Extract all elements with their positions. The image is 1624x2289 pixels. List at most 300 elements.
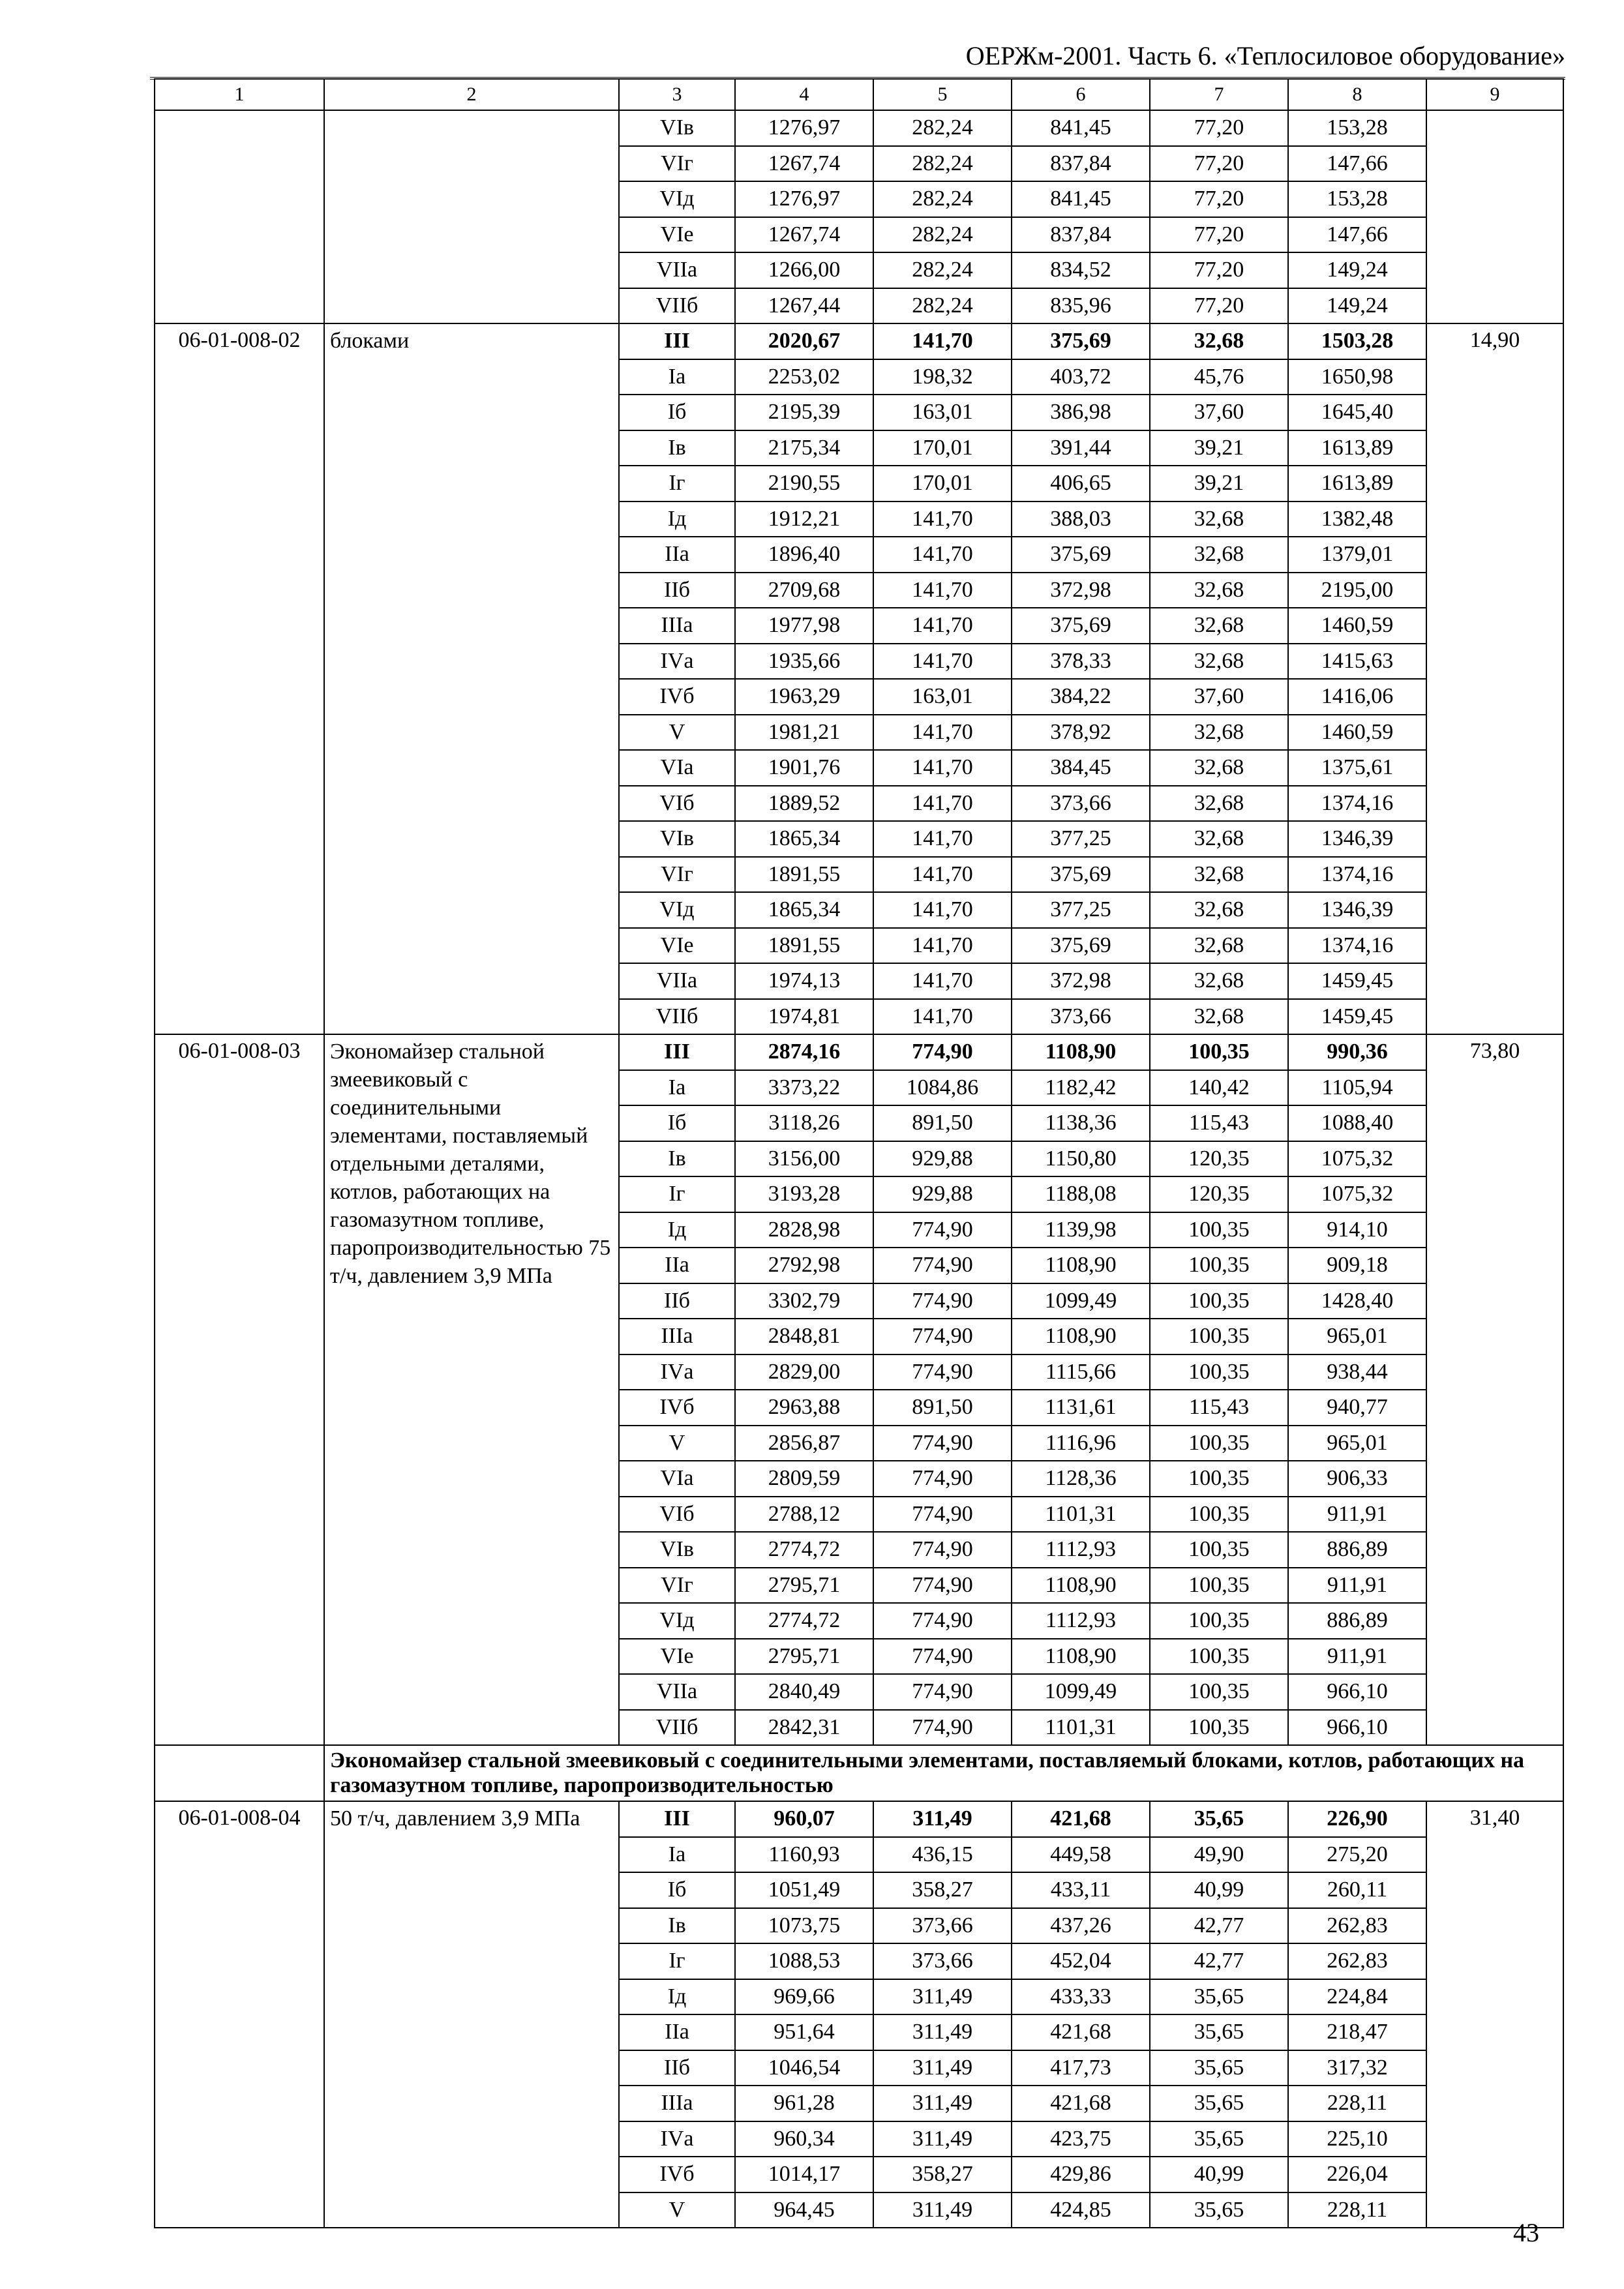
value-cell: 417,73 — [1012, 2050, 1150, 2086]
value-cell: 32,68 — [1150, 963, 1288, 999]
value-cell: 1650,98 — [1288, 359, 1426, 395]
value-cell: 100,35 — [1150, 1603, 1288, 1639]
value-cell: 423,75 — [1012, 2121, 1150, 2157]
value-cell: 886,89 — [1288, 1532, 1426, 1568]
column-9-value: 31,40 — [1426, 1801, 1563, 2228]
table-row — [155, 1034, 1563, 1070]
value-cell: 2840,49 — [735, 1674, 873, 1710]
zone-code-cell: Iа — [619, 1070, 735, 1106]
value-cell: 358,27 — [873, 2157, 1012, 2192]
value-cell: 1105,94 — [1288, 1070, 1426, 1106]
value-cell: 1075,32 — [1288, 1141, 1426, 1177]
zone-code-cell: IIа — [619, 1248, 735, 1283]
value-cell: 35,65 — [1150, 2050, 1288, 2086]
value-cell: 115,43 — [1150, 1105, 1288, 1141]
value-cell: 2253,02 — [735, 359, 873, 395]
value-cell: 32,68 — [1150, 644, 1288, 680]
value-cell: 886,89 — [1288, 1603, 1426, 1639]
zone-code-cell: Iд — [619, 501, 735, 537]
value-cell: 100,35 — [1150, 1426, 1288, 1461]
value-cell: 35,65 — [1150, 2014, 1288, 2050]
value-cell: 1115,66 — [1012, 1354, 1150, 1390]
zone-code-cell: VIг — [619, 146, 735, 182]
value-cell: 384,45 — [1012, 750, 1150, 786]
value-cell: 1112,93 — [1012, 1603, 1150, 1639]
section-heading: Экономайзер стальной змеевиковый с соединительными элементами, поставляемый блоками, котлов, работающих на газомазутном топливе, паропроизводительностью — [324, 1745, 1563, 1801]
zone-code-cell: VIа — [619, 1461, 735, 1497]
value-cell: 32,68 — [1150, 323, 1288, 359]
value-cell: 449,58 — [1012, 1837, 1150, 1873]
value-cell: 1101,31 — [1012, 1497, 1150, 1533]
value-cell: 774,90 — [873, 1248, 1012, 1283]
column-header: 5 — [873, 79, 1012, 110]
value-cell: 1182,42 — [1012, 1070, 1150, 1106]
value-cell: 3193,28 — [735, 1176, 873, 1212]
value-cell: 969,66 — [735, 1979, 873, 2015]
value-cell: 433,33 — [1012, 1979, 1150, 2015]
value-cell: 1459,45 — [1288, 963, 1426, 999]
column-header-row — [155, 79, 1563, 110]
zone-code-cell: VIIб — [619, 999, 735, 1035]
value-cell: 141,70 — [873, 857, 1012, 893]
value-cell: 39,21 — [1150, 430, 1288, 466]
value-cell: 774,90 — [873, 1497, 1012, 1533]
value-cell: 378,92 — [1012, 715, 1150, 751]
value-cell: 100,35 — [1150, 1248, 1288, 1283]
value-cell: 260,11 — [1288, 1872, 1426, 1908]
value-cell: 35,65 — [1150, 2121, 1288, 2157]
value-cell: 966,10 — [1288, 1710, 1426, 1746]
zone-code-cell: VIв — [619, 821, 735, 857]
value-cell: 1981,21 — [735, 715, 873, 751]
zone-code-cell: VIе — [619, 1639, 735, 1675]
value-cell: 147,66 — [1288, 217, 1426, 253]
value-cell: 911,91 — [1288, 1497, 1426, 1533]
zone-code-cell: IVа — [619, 2121, 735, 2157]
zone-code-cell: Iа — [619, 1837, 735, 1873]
value-cell: 774,90 — [873, 1674, 1012, 1710]
value-cell: 960,07 — [735, 1801, 873, 1837]
value-cell: 1974,13 — [735, 963, 873, 999]
value-cell: 1865,34 — [735, 892, 873, 928]
value-cell: 951,64 — [735, 2014, 873, 2050]
value-cell: 1382,48 — [1288, 501, 1426, 537]
value-cell: 120,35 — [1150, 1176, 1288, 1212]
value-cell: 77,20 — [1150, 252, 1288, 288]
value-cell: 403,72 — [1012, 359, 1150, 395]
value-cell: 3373,22 — [735, 1070, 873, 1106]
value-cell: 1266,00 — [735, 252, 873, 288]
value-cell: 32,68 — [1150, 928, 1288, 964]
value-cell: 32,68 — [1150, 715, 1288, 751]
item-description — [324, 110, 619, 323]
value-cell: 1375,61 — [1288, 750, 1426, 786]
value-cell: 2848,81 — [735, 1319, 873, 1354]
value-cell: 1935,66 — [735, 644, 873, 680]
column-header: 8 — [1288, 79, 1426, 110]
zone-code-cell: VIIа — [619, 963, 735, 999]
value-cell: 153,28 — [1288, 181, 1426, 217]
value-cell: 40,99 — [1150, 1872, 1288, 1908]
value-cell: 774,90 — [873, 1461, 1012, 1497]
value-cell: 373,66 — [873, 1943, 1012, 1979]
value-cell: 1896,40 — [735, 537, 873, 573]
value-cell: 1613,89 — [1288, 430, 1426, 466]
zone-code-cell: III — [619, 323, 735, 359]
value-cell: 147,66 — [1288, 146, 1426, 182]
value-cell: 2175,34 — [735, 430, 873, 466]
value-cell: 141,70 — [873, 573, 1012, 608]
value-cell: 100,35 — [1150, 1319, 1288, 1354]
value-cell: 32,68 — [1150, 501, 1288, 537]
value-cell: 311,49 — [873, 1979, 1012, 2015]
value-cell: 375,69 — [1012, 537, 1150, 573]
zone-code-cell: IIIа — [619, 608, 735, 644]
value-cell: 77,20 — [1150, 181, 1288, 217]
value-cell: 1276,97 — [735, 181, 873, 217]
value-cell: 100,35 — [1150, 1461, 1288, 1497]
value-cell: 141,70 — [873, 892, 1012, 928]
column-9-value: 73,80 — [1426, 1034, 1563, 1745]
value-cell: 1613,89 — [1288, 466, 1426, 501]
value-cell: 774,90 — [873, 1034, 1012, 1070]
section-heading-row — [155, 1745, 1563, 1801]
value-cell: 1379,01 — [1288, 537, 1426, 573]
value-cell: 32,68 — [1150, 537, 1288, 573]
value-cell: 774,90 — [873, 1603, 1012, 1639]
value-cell: 100,35 — [1150, 1674, 1288, 1710]
value-cell: 452,04 — [1012, 1943, 1150, 1979]
zone-code-cell: IIIа — [619, 2086, 735, 2121]
value-cell: 32,68 — [1150, 608, 1288, 644]
zone-code-cell: VIIа — [619, 252, 735, 288]
value-cell: 372,98 — [1012, 573, 1150, 608]
value-cell: 1267,44 — [735, 288, 873, 324]
value-cell: 275,20 — [1288, 1837, 1426, 1873]
value-cell: 141,70 — [873, 608, 1012, 644]
zone-code-cell: IIа — [619, 537, 735, 573]
value-cell: 433,11 — [1012, 1872, 1150, 1908]
value-cell: 835,96 — [1012, 288, 1150, 324]
value-cell: 774,90 — [873, 1426, 1012, 1461]
value-cell: 282,24 — [873, 288, 1012, 324]
value-cell: 1088,40 — [1288, 1105, 1426, 1141]
value-cell: 77,20 — [1150, 288, 1288, 324]
value-cell: 909,18 — [1288, 1248, 1426, 1283]
value-cell: 198,32 — [873, 359, 1012, 395]
value-cell: 406,65 — [1012, 466, 1150, 501]
value-cell: 965,01 — [1288, 1319, 1426, 1354]
zone-code-cell: IVб — [619, 2157, 735, 2192]
zone-code-cell: VIIб — [619, 288, 735, 324]
column-header: 7 — [1150, 79, 1288, 110]
value-cell: 377,25 — [1012, 892, 1150, 928]
value-cell: 929,88 — [873, 1176, 1012, 1212]
value-cell: 1099,49 — [1012, 1674, 1150, 1710]
zone-code-cell: Iб — [619, 395, 735, 430]
value-cell: 2792,98 — [735, 1248, 873, 1283]
value-cell: 1160,93 — [735, 1837, 873, 1873]
value-cell: 282,24 — [873, 252, 1012, 288]
value-cell: 262,83 — [1288, 1908, 1426, 1944]
zone-code-cell: IIб — [619, 573, 735, 608]
item-code — [155, 110, 324, 323]
value-cell: 115,43 — [1150, 1390, 1288, 1426]
value-cell: 141,70 — [873, 963, 1012, 999]
zone-code-cell: Iа — [619, 359, 735, 395]
value-cell: 1073,75 — [735, 1908, 873, 1944]
value-cell: 774,90 — [873, 1532, 1012, 1568]
value-cell: 1108,90 — [1012, 1034, 1150, 1070]
value-cell: 1188,08 — [1012, 1176, 1150, 1212]
value-cell: 282,24 — [873, 110, 1012, 146]
value-cell: 1891,55 — [735, 857, 873, 893]
value-cell: 1088,53 — [735, 1943, 873, 1979]
value-cell: 2190,55 — [735, 466, 873, 501]
zone-code-cell: IIб — [619, 1283, 735, 1319]
value-cell: 841,45 — [1012, 181, 1150, 217]
value-cell: 153,28 — [1288, 110, 1426, 146]
value-cell: 32,68 — [1150, 750, 1288, 786]
value-cell: 372,98 — [1012, 963, 1150, 999]
zone-code-cell: Iв — [619, 1908, 735, 1944]
value-cell: 1139,98 — [1012, 1212, 1150, 1248]
value-cell: 226,04 — [1288, 2157, 1426, 2192]
value-cell: 170,01 — [873, 466, 1012, 501]
zone-code-cell: IIIа — [619, 1319, 735, 1354]
value-cell: 100,35 — [1150, 1354, 1288, 1390]
value-cell: 317,32 — [1288, 2050, 1426, 2086]
value-cell: 774,90 — [873, 1710, 1012, 1746]
value-cell: 990,36 — [1288, 1034, 1426, 1070]
value-cell: 373,66 — [873, 1908, 1012, 1944]
value-cell: 228,11 — [1288, 2086, 1426, 2121]
value-cell: 421,68 — [1012, 2086, 1150, 2121]
value-cell: 141,70 — [873, 928, 1012, 964]
value-cell: 774,90 — [873, 1639, 1012, 1675]
value-cell: 1075,32 — [1288, 1176, 1426, 1212]
table-row — [155, 323, 1563, 359]
value-cell: 163,01 — [873, 395, 1012, 430]
zone-code-cell: VIIб — [619, 1710, 735, 1746]
value-cell: 311,49 — [873, 2086, 1012, 2121]
value-cell: 37,60 — [1150, 395, 1288, 430]
value-cell: 1138,36 — [1012, 1105, 1150, 1141]
value-cell: 960,34 — [735, 2121, 873, 2157]
item-code: 06-01-008-04 — [155, 1801, 324, 2228]
value-cell: 35,65 — [1150, 2192, 1288, 2228]
value-cell: 358,27 — [873, 1872, 1012, 1908]
value-cell: 42,77 — [1150, 1943, 1288, 1979]
zone-code-cell: Iг — [619, 1176, 735, 1212]
value-cell: 429,86 — [1012, 2157, 1150, 2192]
value-cell: 774,90 — [873, 1354, 1012, 1390]
zone-code-cell: IVа — [619, 644, 735, 680]
value-cell: 1865,34 — [735, 821, 873, 857]
value-cell: 100,35 — [1150, 1034, 1288, 1070]
value-cell: 373,66 — [1012, 786, 1150, 822]
value-cell: 141,70 — [873, 786, 1012, 822]
value-cell: 421,68 — [1012, 2014, 1150, 2050]
value-cell: 311,49 — [873, 2050, 1012, 2086]
value-cell: 384,22 — [1012, 679, 1150, 715]
value-cell: 1459,45 — [1288, 999, 1426, 1035]
value-cell: 42,77 — [1150, 1908, 1288, 1944]
value-cell: 2842,31 — [735, 1710, 873, 1746]
zone-code-cell: VIд — [619, 892, 735, 928]
value-cell: 2020,67 — [735, 323, 873, 359]
value-cell: 841,45 — [1012, 110, 1150, 146]
value-cell: 2774,72 — [735, 1603, 873, 1639]
value-cell: 311,49 — [873, 2121, 1012, 2157]
value-cell: 141,70 — [873, 644, 1012, 680]
value-cell: 891,50 — [873, 1390, 1012, 1426]
item-description: блоками — [324, 323, 619, 1034]
value-cell: 149,24 — [1288, 252, 1426, 288]
value-cell: 311,49 — [873, 2014, 1012, 2050]
zone-code-cell: V — [619, 715, 735, 751]
value-cell: 40,99 — [1150, 2157, 1288, 2192]
value-cell: 1267,74 — [735, 146, 873, 182]
zone-code-cell: IIб — [619, 2050, 735, 2086]
value-cell: 35,65 — [1150, 1801, 1288, 1837]
value-cell: 1108,90 — [1012, 1248, 1150, 1283]
value-cell: 938,44 — [1288, 1354, 1426, 1390]
value-cell: 141,70 — [873, 999, 1012, 1035]
value-cell: 377,25 — [1012, 821, 1150, 857]
value-cell: 1645,40 — [1288, 395, 1426, 430]
value-cell: 39,21 — [1150, 466, 1288, 501]
value-cell: 35,65 — [1150, 1979, 1288, 2015]
value-cell: 2795,71 — [735, 1639, 873, 1675]
zone-code-cell: VIд — [619, 1603, 735, 1639]
value-cell: 32,68 — [1150, 573, 1288, 608]
value-cell: 228,11 — [1288, 2192, 1426, 2228]
value-cell: 311,49 — [873, 1801, 1012, 1837]
zone-code-cell: III — [619, 1801, 735, 1837]
zone-code-cell: VIв — [619, 1532, 735, 1568]
column-9-value — [1426, 110, 1563, 323]
value-cell: 141,70 — [873, 501, 1012, 537]
value-cell: 906,33 — [1288, 1461, 1426, 1497]
value-cell: 1428,40 — [1288, 1283, 1426, 1319]
value-cell: 1974,81 — [735, 999, 873, 1035]
value-cell: 2809,59 — [735, 1461, 873, 1497]
value-cell: 421,68 — [1012, 1801, 1150, 1837]
value-cell: 2195,39 — [735, 395, 873, 430]
item-code: 06-01-008-02 — [155, 323, 324, 1034]
value-cell: 311,49 — [873, 2192, 1012, 2228]
value-cell: 386,98 — [1012, 395, 1150, 430]
value-cell: 1889,52 — [735, 786, 873, 822]
value-cell: 373,66 — [1012, 999, 1150, 1035]
zone-code-cell: V — [619, 1426, 735, 1461]
value-cell: 964,45 — [735, 2192, 873, 2228]
value-cell: 282,24 — [873, 217, 1012, 253]
item-description: Экономайзер стальной змеевиковый с соединительными элементами, поставляемый отдельными деталями, котлов, работающих на газомазутном топливе, паропроизводительностью 75 т/ч, давлением 3,9 МПа — [324, 1034, 619, 1745]
value-cell: 32,68 — [1150, 786, 1288, 822]
value-cell: 1150,80 — [1012, 1141, 1150, 1177]
value-cell: 49,90 — [1150, 1837, 1288, 1873]
column-header: 2 — [324, 79, 619, 110]
value-cell: 1346,39 — [1288, 821, 1426, 857]
value-cell: 391,44 — [1012, 430, 1150, 466]
value-cell: 1891,55 — [735, 928, 873, 964]
value-cell: 375,69 — [1012, 928, 1150, 964]
zone-code-cell: Iв — [619, 430, 735, 466]
value-cell: 100,35 — [1150, 1710, 1288, 1746]
value-cell: 120,35 — [1150, 1141, 1288, 1177]
value-cell: 32,68 — [1150, 821, 1288, 857]
value-cell: 100,35 — [1150, 1283, 1288, 1319]
zone-code-cell: VIе — [619, 217, 735, 253]
value-cell: 929,88 — [873, 1141, 1012, 1177]
value-cell: 2856,87 — [735, 1426, 873, 1461]
value-cell: 1977,98 — [735, 608, 873, 644]
value-cell: 1460,59 — [1288, 608, 1426, 644]
value-cell: 378,33 — [1012, 644, 1150, 680]
table-body — [155, 110, 1563, 2228]
value-cell: 3302,79 — [735, 1283, 873, 1319]
value-cell: 1128,36 — [1012, 1461, 1150, 1497]
zone-code-cell: V — [619, 2192, 735, 2228]
zone-code-cell: VIб — [619, 786, 735, 822]
zone-code-cell: VIе — [619, 928, 735, 964]
zone-code-cell: VIIа — [619, 1674, 735, 1710]
value-cell: 1963,29 — [735, 679, 873, 715]
value-cell: 140,42 — [1150, 1070, 1288, 1106]
column-header: 9 — [1426, 79, 1563, 110]
value-cell: 141,70 — [873, 537, 1012, 573]
value-cell: 35,65 — [1150, 2086, 1288, 2121]
price-table — [154, 78, 1564, 2228]
zone-code-cell: VIа — [619, 750, 735, 786]
zone-code-cell: IVб — [619, 679, 735, 715]
value-cell: 1112,93 — [1012, 1532, 1150, 1568]
value-cell: 100,35 — [1150, 1212, 1288, 1248]
value-cell: 774,90 — [873, 1212, 1012, 1248]
value-cell: 1131,61 — [1012, 1390, 1150, 1426]
value-cell: 375,69 — [1012, 857, 1150, 893]
value-cell: 141,70 — [873, 323, 1012, 359]
value-cell: 965,01 — [1288, 1426, 1426, 1461]
value-cell: 2963,88 — [735, 1390, 873, 1426]
value-cell: 375,69 — [1012, 323, 1150, 359]
zone-code-cell: VIг — [619, 1568, 735, 1604]
value-cell: 837,84 — [1012, 146, 1150, 182]
zone-code-cell: III — [619, 1034, 735, 1070]
page-number: 43 — [1513, 2218, 1539, 2247]
zone-code-cell: Iб — [619, 1105, 735, 1141]
value-cell: 2709,68 — [735, 573, 873, 608]
value-cell: 966,10 — [1288, 1674, 1426, 1710]
value-cell: 225,10 — [1288, 2121, 1426, 2157]
value-cell: 100,35 — [1150, 1532, 1288, 1568]
value-cell: 100,35 — [1150, 1497, 1288, 1533]
zone-code-cell: Iг — [619, 466, 735, 501]
value-cell: 1267,74 — [735, 217, 873, 253]
value-cell: 1116,96 — [1012, 1426, 1150, 1461]
value-cell: 837,84 — [1012, 217, 1150, 253]
zone-code-cell: Iд — [619, 1212, 735, 1248]
value-cell: 1101,31 — [1012, 1710, 1150, 1746]
value-cell: 1051,49 — [735, 1872, 873, 1908]
zone-code-cell: Iд — [619, 1979, 735, 2015]
column-9-value: 14,90 — [1426, 323, 1563, 1034]
zone-code-cell: Iб — [619, 1872, 735, 1908]
value-cell: 436,15 — [873, 1837, 1012, 1873]
column-header: 6 — [1012, 79, 1150, 110]
